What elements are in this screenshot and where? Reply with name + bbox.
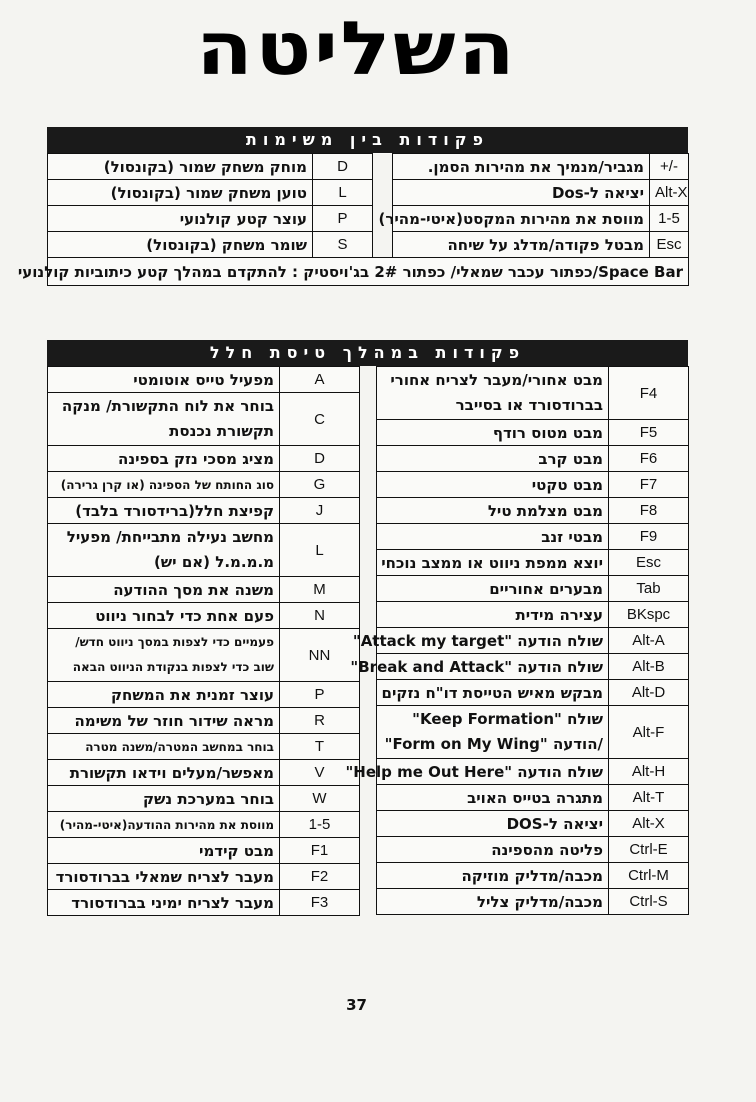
command-description: מבט קידמי — [48, 838, 280, 864]
table-row — [377, 550, 689, 576]
command-key: N — [280, 603, 360, 629]
command-description: מווסת את מהירות ההודעה(איטי-מהיר) — [48, 812, 280, 838]
table-row — [48, 864, 360, 890]
command-key: F8 — [609, 498, 689, 524]
command-description: מבט אחורי/מעבר לצריח אחורי בברודסורד או בסייבר — [377, 367, 609, 420]
table-row — [48, 760, 360, 786]
table-row — [48, 232, 689, 258]
command-key: F3 — [280, 890, 360, 916]
command-description: בוחר במחשב המטרה/משנה מטרה — [48, 734, 280, 760]
table-row — [48, 838, 360, 864]
page-title: השליטה — [195, 6, 517, 92]
command-description: בוחר במערכת נשק — [48, 786, 280, 812]
command-key: Esc — [609, 550, 689, 576]
command-key: Tab — [609, 576, 689, 602]
table-row — [377, 785, 689, 811]
table-row — [377, 420, 689, 446]
command-key: G — [280, 472, 360, 498]
command-description: עצירה מידית — [377, 602, 609, 628]
command-key: Alt-B — [609, 654, 689, 680]
command-key: W — [280, 786, 360, 812]
command-key: S — [313, 232, 373, 258]
table-row — [377, 446, 689, 472]
table-row — [377, 889, 689, 915]
table-row — [48, 154, 689, 180]
space-flight-table-left — [47, 366, 360, 916]
command-key: D — [313, 154, 373, 180]
command-key: D — [280, 446, 360, 472]
table-row — [377, 498, 689, 524]
command-description: שולח הודעה "Help me Out Here" — [377, 759, 609, 785]
command-description: מעבר לצריח ימיני בברודסורד — [48, 890, 280, 916]
command-key: M — [280, 577, 360, 603]
table-row — [48, 577, 360, 603]
command-key: L — [313, 180, 373, 206]
command-key: Alt-A — [609, 628, 689, 654]
command-description: מכבה/מדליק מוזיקה — [377, 863, 609, 889]
command-description: מציג מסכי נזק בספינה — [48, 446, 280, 472]
command-description: מבערים אחוריים — [377, 576, 609, 602]
command-description: מחשב נעילה מתבייחת/ מפעיל מ.מ.מ.ל (אם יש) — [48, 524, 280, 577]
command-key: L — [280, 524, 360, 577]
command-description: מאפשר/מעלים וידאו תקשורת — [48, 760, 280, 786]
command-description: יציאה ל-Dos — [393, 180, 650, 206]
table-row — [48, 629, 360, 682]
command-description: קפיצת חלל(ברידסורד בלבד) — [48, 498, 280, 524]
table-row — [48, 786, 360, 812]
command-key: R — [280, 708, 360, 734]
table-row — [377, 602, 689, 628]
command-key: V — [280, 760, 360, 786]
section-header-between-missions: פקודות בין משימות — [47, 127, 688, 153]
table-row — [377, 811, 689, 837]
command-description: שומר משחק (בקונסול) — [48, 232, 313, 258]
command-key: Alt-X — [609, 811, 689, 837]
table-row — [377, 472, 689, 498]
table-row — [377, 863, 689, 889]
command-key: F9 — [609, 524, 689, 550]
command-description: משנה את מסך ההודעה — [48, 577, 280, 603]
table-row — [48, 446, 360, 472]
table-row — [48, 393, 360, 446]
command-key: C — [280, 393, 360, 446]
command-key: F7 — [609, 472, 689, 498]
command-description: סוג החותח של הספינה (או קרן גרירה) — [48, 472, 280, 498]
space-flight-table-right — [345, 366, 689, 915]
command-description: מבקש מאיש הטייסת דו"ח נזקים — [377, 680, 609, 706]
command-description: מוחק משחק שמור (בקונסול) — [48, 154, 313, 180]
spacebar-note: Space Bar/כפתור עכבר שמאלי/ כפתור 2# בג'ויסטיק : להתקדם במהלך קטע כיתוביות קולנועי — [48, 258, 689, 286]
table-row — [377, 680, 689, 706]
command-description: מבט טקטי — [377, 472, 609, 498]
command-description: מווסת את מהירות המקסט(איטי-מהיר) — [393, 206, 650, 232]
command-description: פליטה מהספינה — [377, 837, 609, 863]
command-key: Alt-T — [609, 785, 689, 811]
command-description: יוצא ממפת ניווט או ממצב נוכחי — [377, 550, 609, 576]
command-key: T — [280, 734, 360, 760]
command-description: בוחר את לוח התקשורת/ מנקה תקשורת נכנסת — [48, 393, 280, 446]
table-row — [48, 890, 360, 916]
command-key: NN — [280, 629, 360, 682]
command-key: F2 — [280, 864, 360, 890]
command-description: מבט קרב — [377, 446, 609, 472]
command-description: עוצר קטע קולנועי — [48, 206, 313, 232]
command-key: F6 — [609, 446, 689, 472]
command-key: +/- — [650, 154, 689, 180]
table-row — [48, 708, 360, 734]
command-description: מראה שידור חוזר של משימה — [48, 708, 280, 734]
command-key: Ctrl-E — [609, 837, 689, 863]
command-description: מבטי זנב — [377, 524, 609, 550]
table-row — [48, 498, 360, 524]
command-description: פעמיים כדי לצפות במסך ניווט חדש/ שוב כדי לצפות בנקודת הניווט הבאה — [48, 629, 280, 682]
command-key: F1 — [280, 838, 360, 864]
command-key: 1-5 — [650, 206, 689, 232]
command-description: שולח "Keep Formation" /הודעה "Form on My Wing" — [377, 706, 609, 759]
table-row — [48, 472, 360, 498]
table-row — [48, 603, 360, 629]
command-description: מבט מטוס רודף — [377, 420, 609, 446]
command-key: Alt-H — [609, 759, 689, 785]
command-key: Alt-D — [609, 680, 689, 706]
command-description: מתגרה בטייס האויב — [377, 785, 609, 811]
command-key: J — [280, 498, 360, 524]
command-description: יציאה ל-DOS — [377, 811, 609, 837]
command-key: P — [280, 682, 360, 708]
table-row — [377, 628, 689, 654]
table-row — [48, 682, 360, 708]
command-description: עוצר זמנית את המשחק — [48, 682, 280, 708]
command-description: מכבה/מדליק צליל — [377, 889, 609, 915]
command-key: 1-5 — [280, 812, 360, 838]
table-row — [48, 367, 360, 393]
command-description: מעבר לצריח שמאלי בברודסורד — [48, 864, 280, 890]
command-key: Alt-X — [650, 180, 689, 206]
table-row — [377, 706, 689, 759]
command-key: A — [280, 367, 360, 393]
table-row — [48, 180, 689, 206]
command-description: מפעיל טייס אוטומטי — [48, 367, 280, 393]
between-missions-table — [17, 153, 689, 286]
table-row — [377, 576, 689, 602]
table-row — [377, 524, 689, 550]
table-row — [48, 734, 360, 760]
page-number: 37 — [346, 996, 367, 1014]
table-row — [377, 759, 689, 785]
command-key: P — [313, 206, 373, 232]
table-row — [48, 524, 360, 577]
table-row — [377, 367, 689, 420]
command-key: Esc — [650, 232, 689, 258]
command-key: Alt-F — [609, 706, 689, 759]
command-key: Ctrl-S — [609, 889, 689, 915]
command-description: פעם אחת כדי לבחור ניווט — [48, 603, 280, 629]
command-description: שולח הודעה "Break and Attack" — [377, 654, 609, 680]
table-row — [377, 654, 689, 680]
command-description: טוען משחק שמור (בקונסול) — [48, 180, 313, 206]
command-key: F5 — [609, 420, 689, 446]
command-key: F4 — [609, 367, 689, 420]
table-row — [48, 812, 360, 838]
table-row — [48, 258, 689, 286]
command-description: מגביר/מנמיך את מהירות הסמן. — [393, 154, 650, 180]
command-description: שולח הודעה "Attack my target" — [377, 628, 609, 654]
command-description: מבט מצלמת טיל — [377, 498, 609, 524]
command-key: Ctrl-M — [609, 863, 689, 889]
command-key: BKspc — [609, 602, 689, 628]
section-header-space-flight: פקודות במהלך טיסת חלל — [47, 340, 688, 366]
table-row — [377, 837, 689, 863]
command-description: מבטל פקודה/מדלג על שיחה — [393, 232, 650, 258]
table-row — [48, 206, 689, 232]
